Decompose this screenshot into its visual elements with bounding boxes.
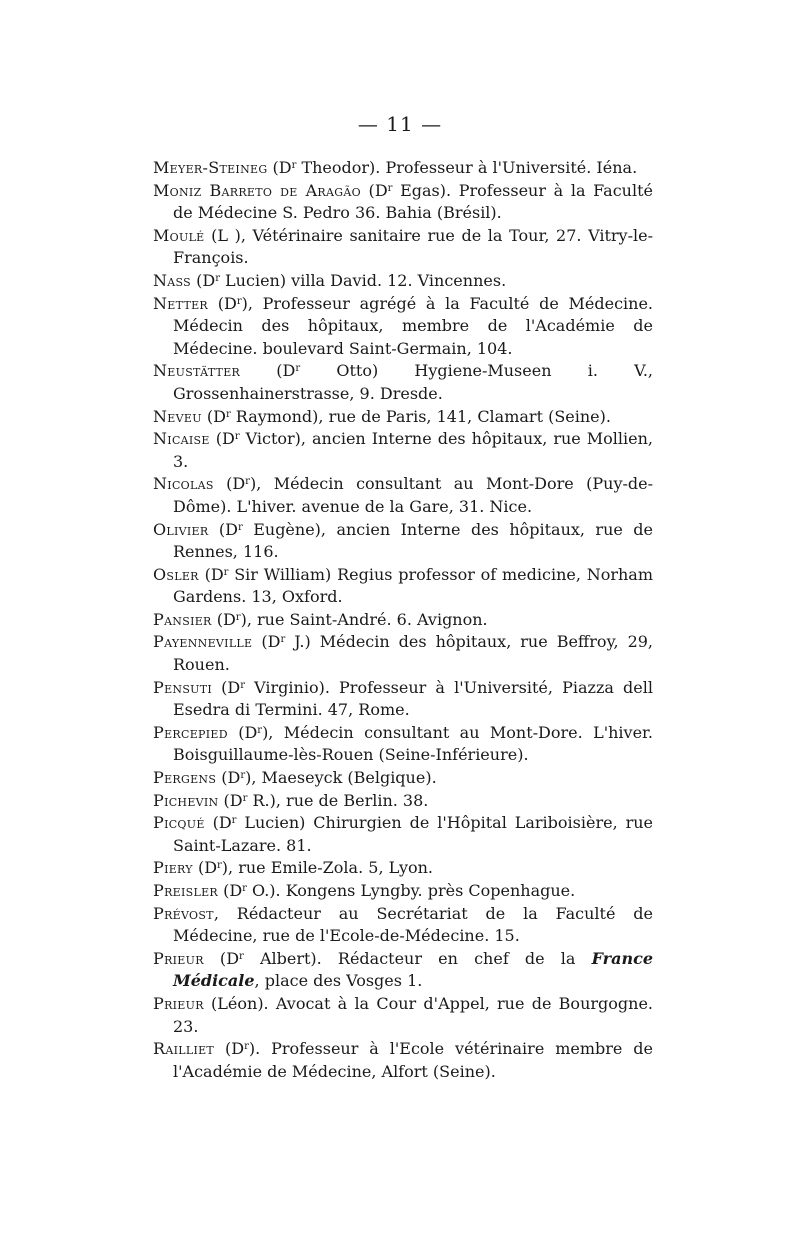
- entry-title-superscript: r: [242, 792, 248, 804]
- entry-name: Nass: [153, 270, 192, 290]
- entry-title-superscript: r: [387, 182, 393, 194]
- entry-text: J.) Médecin des hôpitaux, rue Beffroy, 29, Rouen.: [173, 632, 654, 675]
- entry-title: D: [223, 293, 237, 313]
- entry-title-superscript: r: [239, 950, 244, 962]
- entry-text: Lucien) villa David. 12. Vincennes.: [219, 270, 507, 290]
- entry-title-superscript: r: [240, 679, 245, 691]
- directory-entry: Payenneville ($D^r$ J.) Médecin des hôpitaux, rue Beffroy, 29, Rouen.: [153, 632, 654, 675]
- entry-text: ), rue Saint-André. 6. Avignon.: [240, 609, 488, 629]
- entry-text: Albert). Rédacteur en chef de la: [243, 948, 592, 968]
- entry-text: ), Professeur agrégé à la Faculté de Médecine. Médecin des hôpitaux, membre de l'Académie de Médecine. boulevard Saint-Germain, 104.: [173, 293, 654, 358]
- directory-entry: Picqué ($D^r$ Lucien) Chirurgien de l'Hôpital Lariboisière, rue Saint-Lazare. 81.: [153, 813, 653, 855]
- entry-text: Egas). Professeur à la Faculté de Médecine S. Pedro 36. Bahia (Brésil).: [173, 180, 654, 223]
- directory-entry: Prévost, Rédacteur au Secrétariat de la Faculté de Médecine, rue de l'Ecole-de-Médecine. 15.: [153, 903, 654, 946]
- directory-entries: [153, 157, 653, 1083]
- directory-entry: Piery $(D^r)$, rue Emile-Zola. 5, Lyon.: [153, 858, 434, 878]
- entry-title: D: [244, 722, 258, 742]
- entry-name: Pichevin: [153, 790, 219, 810]
- entry-text: R.), rue de Berlin. 38.: [247, 790, 429, 810]
- entry-title: D: [374, 180, 388, 200]
- entry-title-superscript: r: [236, 295, 242, 307]
- entry-name: Percepied: [153, 722, 228, 742]
- entry-title-superscript: r: [234, 431, 240, 443]
- directory-entry: Pansier $(D^r)$, rue Saint-André. 6. Avignon.: [153, 609, 488, 629]
- entry-name: Nicolas: [153, 474, 214, 494]
- entry-text: Raymond), rue de Paris, 141, Clamart (Seine).: [230, 406, 611, 426]
- entry-name: Prieur: [153, 948, 204, 968]
- entry-text: Rédacteur au Secrétariat de la Faculté de Médecine, rue de l'Ecole-de-Médecine. 15.: [173, 903, 654, 946]
- entry-title: D: [222, 609, 236, 629]
- entry-text: ), Vétérinaire sanitaire rue de la Tour, 27. Vitry-le-François.: [173, 225, 653, 268]
- entry-name: Nicaise: [153, 429, 210, 449]
- directory-entry: Nicaise ($D^r$ Victor), ancien Interne des hôpitaux, rue Mollien, 3.: [153, 429, 653, 471]
- entry-name: Preisler: [153, 881, 218, 900]
- entry-text: Lucien) Chirurgien de l'Hôpital Lariboisière, rue Saint-Lazare. 81.: [173, 813, 653, 855]
- entry-title: D: [204, 858, 218, 878]
- entry-text: Otto) Hygiene-Museen i. V., Grossenhainerstrasse, 9. Dresde.: [173, 361, 654, 403]
- entry-text: Léon). Avocat à la Cour d'Appel, rue de Bourgogne. 23.: [173, 993, 653, 1036]
- entry-title: D: [227, 768, 241, 788]
- directory-entry: Pergens $(D^r)$, Maeseyck (Belgique).: [153, 768, 437, 788]
- entry-name: Moniz Barreto de Aragão: [153, 180, 361, 200]
- entry-name: Pensuti: [153, 677, 213, 697]
- entry-name: Neustätter: [153, 361, 241, 381]
- entry-title-superscript: r: [240, 770, 246, 782]
- directory-entry: Prieur (Léon). Avocat à la Cour d'Appel, rue de Bourgogne. 23.: [153, 993, 653, 1036]
- entry-title-superscript: r: [217, 860, 222, 872]
- entry-name: Piery: [153, 858, 193, 878]
- entry-title: D: [229, 881, 243, 900]
- entry-title-superscript: r: [245, 476, 250, 488]
- directory-entry: Olivier ($D^r$ Eugène), ancien Interne des hôpitaux, rue de Rennes, 116.: [153, 519, 653, 562]
- entry-title: D: [227, 677, 241, 697]
- entry-title: D: [229, 790, 243, 810]
- directory-entry: Moniz Barreto de Aragão ($D^r$ Egas). Professeur à la Faculté de Médecine S. Pedro 36. Bahia (Brésil).: [153, 180, 654, 223]
- directory-entry: Prieur ($D^r$ Albert). Rédacteur en chef de la France Médicale, place des Vosges 1.: [153, 948, 654, 991]
- entry-title: D: [225, 519, 238, 539]
- entry-text: Virginio). Professeur à l'Université, Piazza dell Esedra di Termini. 47, Rome.: [173, 677, 654, 720]
- entry-text: ), rue Emile-Zola. 5, Lyon.: [221, 858, 434, 878]
- directory-entry: Netter $(D^r)$, Professeur agrégé à la Faculté de Médecine. Médecin des hôpitaux, membre de l'Académie de Médecine. boulevard Saint-Germain, 104.: [153, 293, 654, 358]
- entry-title-superscript: r: [223, 566, 229, 578]
- entry-text: Victor), ancien Interne des hôpitaux, rue Mollien, 3.: [173, 429, 653, 471]
- entry-title: D: [226, 948, 240, 968]
- entry-text: ), Maeseyck (Belgique).: [245, 768, 437, 788]
- directory-entry: Percepied $(D^r)$, Médecin consultant au Mont-Dore. L'hiver. Boisguillaume-lès-Rouen (Seine-Inférieure).: [153, 722, 654, 765]
- directory-entry: Neustätter ($D^r$ Otto) Hygiene-Museen i. V., Grossenhainerstrasse, 9. Dresde.: [153, 361, 654, 403]
- page-number: — 11 —: [357, 112, 443, 136]
- entry-title-superscript: r: [242, 883, 247, 894]
- entry-name: Netter: [153, 293, 209, 313]
- entry-title-superscript: r: [280, 634, 286, 646]
- entry-title-superscript: r: [257, 724, 263, 736]
- directory-entry: Osler ($D^r$ Sir William) Regius professor of medicine, Norham Gardens. 13, Oxford.: [153, 564, 653, 607]
- entry-text: Sir William) Regius professor of medicine, Norham Gardens. 13, Oxford.: [173, 564, 653, 607]
- entry-text: O.). Kongens Lyngby. près Copenhague.: [246, 881, 576, 900]
- entry-name: Meyer-Steineg: [153, 158, 268, 177]
- entry-text: ), Médecin consultant au Mont-Dore. L'hiver. Boisguillaume-lès-Rouen (Seine-Inférieure).: [173, 722, 654, 765]
- entry-text: ). Professeur à l'Ecole vétérinaire membre de l'Académie de Médecine, Alfort (Seine).: [173, 1039, 654, 1081]
- entry-title: D: [218, 813, 232, 833]
- entry-title-superscript: r: [231, 815, 237, 827]
- directory-entry: Pichevin ($D^r$ R.), rue de Berlin. 38.: [153, 790, 429, 810]
- entry-name: Moulé: [153, 225, 205, 245]
- entry-title: D: [221, 429, 235, 449]
- entry-name: Prévost: [153, 903, 214, 923]
- entry-title: D: [278, 158, 292, 177]
- entry-title: D: [231, 1039, 245, 1059]
- entry-text-continued: , place des Vosges 1.: [254, 971, 423, 991]
- entry-name: Neveu: [153, 406, 202, 426]
- entry-title: L: [217, 225, 228, 245]
- entry-text: Eugène), ancien Interne des hôpitaux, rue de Rennes, 116.: [173, 519, 653, 562]
- entry-title-superscript: r: [291, 160, 297, 171]
- entry-text: ), Médecin consultant au Mont-Dore (Puy-de-Dôme). L'hiver. avenue de la Gare, 31. Nice.: [173, 474, 654, 516]
- directory-entry: Nass ($D^r$ Lucien) villa David. 12. Vincennes.: [153, 270, 507, 290]
- entry-name: Olivier: [153, 519, 209, 539]
- directory-entry: Preisler ($D^r$ O.). Kongens Lyngby. près Copenhague.: [153, 881, 576, 900]
- directory-entry: Nicolas $(D^r)$, Médecin consultant au Mont-Dore (Puy-de-Dôme). L'hiver. avenue de la Gare, 31. Nice.: [153, 474, 654, 516]
- entry-name: Picqué: [153, 813, 205, 833]
- entry-title: D: [213, 406, 226, 426]
- entry-title: D: [282, 361, 296, 381]
- entry-journal-title: France Médicale: [173, 948, 654, 991]
- directory-entry: Neveu ($D^r$ Raymond), rue de Paris, 141, Clamart (Seine).: [153, 406, 611, 426]
- directory-entry: Meyer-Steineg ($D^r$ Theodor). Professeur à l'Université. Iéna.: [153, 158, 638, 177]
- entry-title-superscript: r: [215, 272, 220, 284]
- entry-name: Osler: [153, 564, 199, 584]
- entry-title: D: [202, 270, 216, 290]
- entry-title-superscript: r: [244, 1041, 249, 1053]
- entry-title-superscript: r: [237, 521, 243, 533]
- entry-name: Pansier: [153, 609, 212, 629]
- directory-entry: Moulé (L ), Vétérinaire sanitaire rue de la Tour, 27. Vitry-le-François.: [153, 225, 653, 268]
- entry-title-superscript: r: [225, 408, 231, 420]
- entry-name: Payenneville: [153, 632, 253, 652]
- entry-title: D: [210, 564, 224, 584]
- entry-title-superscript: r: [295, 363, 301, 375]
- entry-name: Railliet: [153, 1039, 215, 1059]
- directory-entry: Pensuti ($D^r$ Virginio). Professeur à l'Université, Piazza dell Esedra di Termini. 47, Rome.: [153, 677, 654, 720]
- entry-title-superscript: r: [235, 611, 241, 623]
- entry-name: Prieur: [153, 993, 204, 1013]
- entry-title: D: [267, 632, 281, 652]
- directory-entry: Railliet $(D^r)$. Professeur à l'Ecole vétérinaire membre de l'Académie de Médecine, Alfort (Seine).: [153, 1039, 654, 1081]
- entry-title: D: [232, 474, 246, 494]
- entry-name: Pergens: [153, 768, 217, 788]
- entry-text: Theodor). Professeur à l'Université. Iéna.: [296, 158, 638, 177]
